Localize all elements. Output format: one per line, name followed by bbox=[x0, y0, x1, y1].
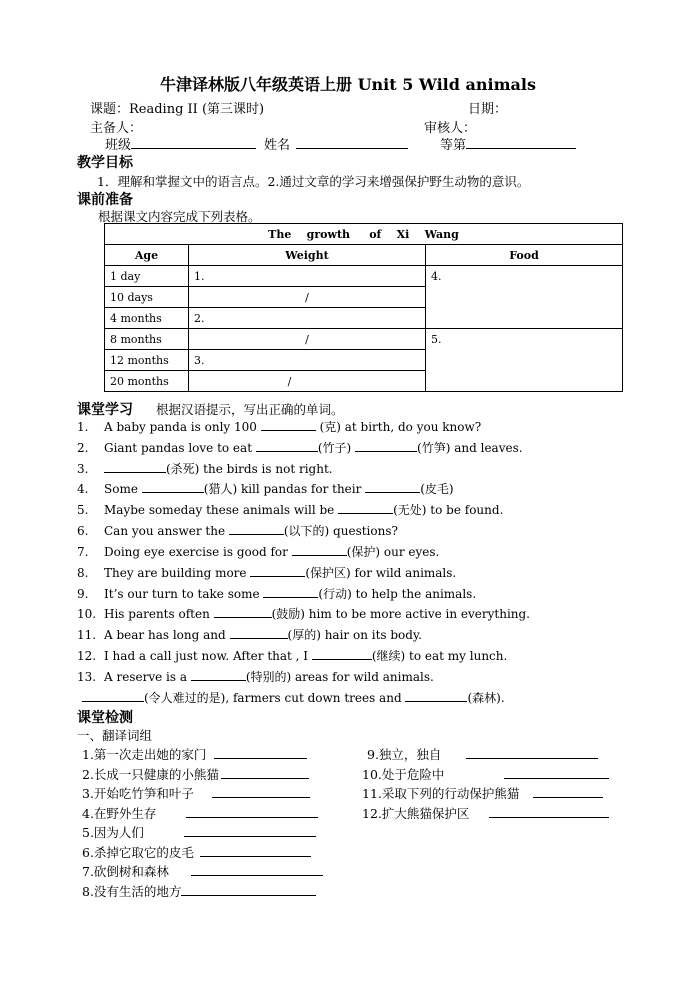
phrase-item: 3.开始吃竹笋和叶子 bbox=[82, 784, 310, 802]
exercise-item: 1. A baby panda is only 100 (克) at birth, do you know? bbox=[77, 420, 482, 434]
answer-blank[interactable] bbox=[142, 480, 204, 493]
check-heading: 课堂检测 bbox=[77, 710, 133, 726]
answer-blank[interactable] bbox=[230, 626, 288, 639]
exercise-item: 7. Doing eye exercise is good for (保护) our eyes. bbox=[77, 545, 440, 559]
phrase-item: 5.因为人们 bbox=[82, 823, 316, 841]
exercise-item: 2. Giant pandas love to eat (竹子) (竹笋) and leaves. bbox=[77, 441, 523, 455]
preparer-label: 主备人： bbox=[90, 121, 143, 136]
answer-blank[interactable] bbox=[214, 605, 272, 618]
exercise-item: 8. They are building more (保护区) for wild animals. bbox=[77, 566, 457, 580]
study-instruction: 根据汉语提示，写出正确的单词。 bbox=[156, 402, 344, 417]
phrase-item: 11.采取下列的行动保护熊猫 bbox=[362, 784, 603, 802]
answer-blank[interactable] bbox=[186, 805, 318, 818]
growth-table-title: The growth of Xi Wang bbox=[105, 224, 623, 245]
reviewer-label: 审核人： bbox=[424, 121, 477, 136]
name-blank[interactable] bbox=[296, 135, 408, 149]
header-food: Food bbox=[426, 245, 623, 266]
answer-blank[interactable] bbox=[256, 439, 318, 452]
answer-blank[interactable] bbox=[533, 785, 603, 798]
grade-label: 等第 bbox=[440, 138, 467, 153]
exercise-item: 9. It’s our turn to take some (行动) to help the animals. bbox=[77, 587, 477, 601]
age-cell: 12 months bbox=[105, 350, 189, 371]
phrase-item: 2.长成一只健康的小熊猫 bbox=[82, 765, 309, 783]
growth-table bbox=[104, 223, 623, 392]
phrase-item: 1.第一次走出她的家门 bbox=[82, 745, 307, 763]
grade-field bbox=[440, 134, 576, 153]
topic-label: 课题：Reading II (第三课时) bbox=[90, 102, 265, 117]
class-label: 班级 bbox=[105, 138, 132, 153]
answer-blank[interactable] bbox=[200, 844, 311, 857]
objectives-heading: 教学目标 bbox=[77, 155, 133, 171]
answer-blank[interactable] bbox=[104, 460, 166, 473]
answer-blank[interactable] bbox=[184, 824, 316, 837]
phrase-item: 12.扩大熊猫保护区 bbox=[362, 804, 609, 822]
exercise-item: 10. His parents often (鼓励) him to be more active in everything. bbox=[77, 607, 531, 621]
weight-cell[interactable]: 2. bbox=[189, 308, 426, 329]
name-field bbox=[264, 134, 408, 153]
age-cell: 20 months bbox=[105, 371, 189, 392]
header-weight: Weight bbox=[189, 245, 426, 266]
food-cell[interactable]: 4. bbox=[426, 266, 623, 329]
answer-blank[interactable] bbox=[191, 863, 323, 876]
phrase-item: 7.砍倒树和森林 bbox=[82, 862, 323, 880]
exercise-item: 3. (杀死) the birds is not right. bbox=[77, 462, 333, 476]
answer-blank[interactable] bbox=[212, 785, 310, 798]
objectives-text: 1．理解和掌握文中的语言点。2.通过文章的学习来增强保护野生动物的意识。 bbox=[97, 174, 530, 189]
check-subheading: 一、翻译词组 bbox=[77, 728, 153, 743]
answer-blank[interactable] bbox=[489, 805, 609, 818]
age-cell: 1 day bbox=[105, 266, 189, 287]
answer-blank[interactable] bbox=[214, 746, 307, 759]
prep-heading: 课前准备 bbox=[77, 192, 133, 208]
age-cell: 4 months bbox=[105, 308, 189, 329]
exercise-item: 12. I had a call just now. After that , I (继续) to eat my lunch. bbox=[77, 649, 508, 663]
answer-blank[interactable] bbox=[250, 564, 305, 577]
prep-instruction: 根据课文内容完成下列表格。 bbox=[98, 209, 261, 224]
class-blank[interactable] bbox=[131, 135, 256, 149]
phrase-item: 9.独立，独自 bbox=[367, 745, 598, 763]
answer-blank[interactable] bbox=[365, 480, 420, 493]
answer-blank[interactable] bbox=[355, 439, 417, 452]
answer-blank[interactable] bbox=[338, 501, 393, 514]
answer-blank[interactable] bbox=[504, 766, 609, 779]
weight-cell: / bbox=[189, 371, 426, 392]
age-cell: 8 months bbox=[105, 329, 189, 350]
phrase-item: 6.杀掉它取它的皮毛 bbox=[82, 843, 311, 861]
answer-blank[interactable] bbox=[312, 647, 372, 660]
food-cell[interactable]: 5. bbox=[426, 329, 623, 392]
study-heading: 课堂学习 bbox=[77, 402, 133, 418]
answer-blank[interactable] bbox=[405, 689, 467, 702]
exercise-item: 5. Maybe someday these animals will be (无处) to be found. bbox=[77, 503, 504, 517]
answer-blank[interactable] bbox=[263, 585, 318, 598]
exercise-item-tail: (令人难过的是), farmers cut down trees and (森林). bbox=[82, 689, 505, 706]
exercise-item: 11. A bear has long and (厚的) hair on its body. bbox=[77, 628, 422, 642]
grade-blank[interactable] bbox=[466, 135, 576, 149]
weight-cell: / bbox=[189, 287, 426, 308]
answer-blank[interactable] bbox=[292, 543, 347, 556]
answer-blank[interactable] bbox=[261, 418, 316, 431]
answer-blank[interactable] bbox=[221, 766, 309, 779]
phrase-item: 4.在野外生存 bbox=[82, 804, 318, 822]
answer-blank[interactable] bbox=[466, 746, 598, 759]
phrase-item: 8.没有生活的地方 bbox=[82, 882, 316, 900]
exercise-item: 4. Some (猎人) kill pandas for their (皮毛) bbox=[77, 482, 454, 496]
exercise-item: 13. A reserve is a (特别的) areas for wild animals. bbox=[77, 670, 434, 684]
phrase-item: 10.处于危险中 bbox=[362, 765, 609, 783]
age-cell: 10 days bbox=[105, 287, 189, 308]
answer-blank[interactable] bbox=[181, 883, 316, 896]
exercise-item: 6. Can you answer the (以下的) questions? bbox=[77, 524, 398, 538]
answer-blank[interactable] bbox=[229, 522, 284, 535]
page-title: 牛津译林版八年级英语上册 Unit 5 Wild animals bbox=[160, 75, 536, 94]
answer-blank[interactable] bbox=[82, 689, 144, 702]
weight-cell[interactable]: 1. bbox=[189, 266, 426, 287]
date-label: 日期： bbox=[468, 102, 508, 117]
answer-blank[interactable] bbox=[191, 668, 246, 681]
weight-cell[interactable]: 3. bbox=[189, 350, 426, 371]
weight-cell: / bbox=[189, 329, 426, 350]
class-field bbox=[105, 134, 256, 153]
name-label: 姓名 bbox=[264, 138, 291, 153]
header-age: Age bbox=[105, 245, 189, 266]
